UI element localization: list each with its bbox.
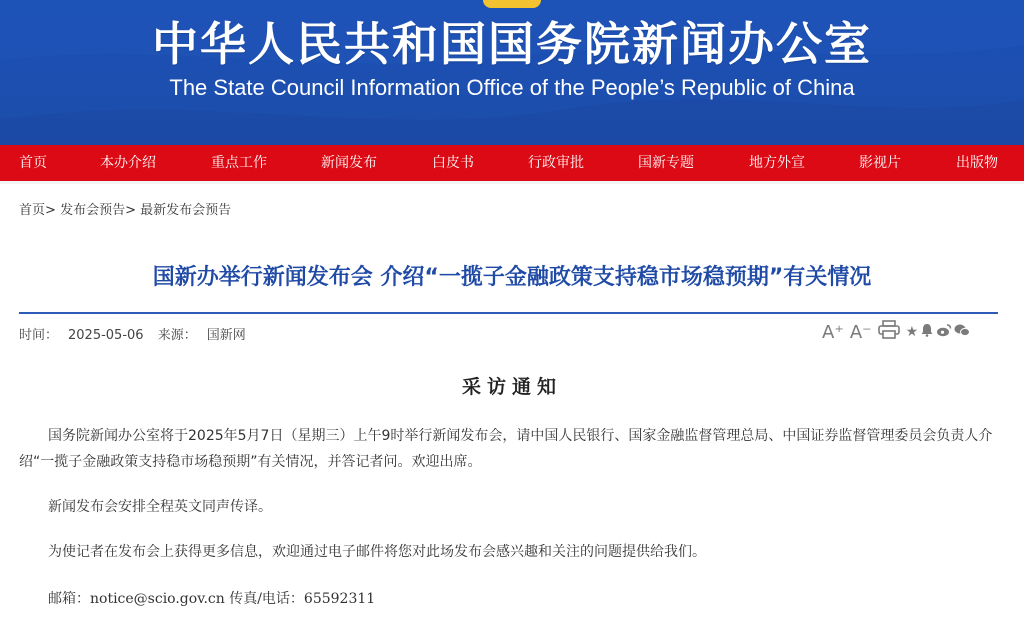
star-icon[interactable]: ★ (905, 324, 919, 340)
bell-icon[interactable] (920, 323, 934, 341)
nav-item-films[interactable]: 影视片 (859, 155, 901, 171)
source-label: 来源： (157, 328, 197, 343)
contact-info: 邮箱：notice@scio.gov.cn 传真/电话：65592311 (48, 591, 376, 607)
article-tools (822, 320, 1000, 344)
site-title-en: The State Council Information Office of the People’s Republic of China (169, 75, 855, 100)
time-value: 2025-05-06 (68, 328, 144, 343)
breadcrumb-sep: > (125, 203, 136, 218)
nav-divider (0, 181, 1024, 184)
banner-top-ornament (483, 0, 541, 8)
breadcrumb-sep: > (45, 203, 56, 218)
article-meta (19, 324, 256, 343)
time-label: 时间： (19, 328, 59, 343)
breadcrumb-press-preview[interactable]: 发布会预告 (60, 203, 126, 218)
nav-item-news-release[interactable]: 新闻发布 (321, 155, 377, 171)
weibo-icon[interactable] (936, 323, 952, 341)
site-title-cn: 中华人民共和国国务院新闻办公室 (152, 17, 872, 71)
article-paragraph: 新闻发布会安排全程英文同声传译。 (48, 499, 272, 515)
wechat-icon[interactable] (954, 323, 970, 341)
nav-item-publications[interactable]: 出版物 (956, 155, 998, 171)
breadcrumb-home[interactable]: 首页 (19, 203, 46, 218)
nav-item-white-papers[interactable]: 白皮书 (432, 155, 474, 171)
nav-item-key-work[interactable]: 重点工作 (211, 155, 267, 171)
nav-item-about[interactable]: 本办介绍 (100, 155, 156, 171)
headline-rule (19, 312, 998, 314)
article-paragraph: 为使记者在发布会上获得更多信息，欢迎通过电子邮件将您对此场发布会感兴趣和关注的问题提供给我们。 (48, 544, 706, 560)
breadcrumb-latest-preview[interactable]: 最新发布会预告 (140, 203, 232, 218)
notice-title: 采访通知 (461, 376, 562, 398)
article-paragraph: 国务院新闻办公室将于2025年5月7日（星期三）上午9时举行新闻发布会，请中国人民银行、国家金融监督管理总局、中国证券监督管理委员会负责人介绍“一揽子金融政策支持稳市场稳预期”有关情况，并答记者问。欢迎出席。 (19, 428, 993, 470)
source-value: 国新网 (206, 328, 246, 343)
article-headline: 国新办举行新闻发布会 介绍“一揽子金融政策支持稳市场稳预期”有关情况 (152, 265, 872, 290)
nav-item-home[interactable]: 首页 (19, 155, 47, 171)
nav-item-admin-approval[interactable]: 行政审批 (528, 155, 584, 171)
font-decrease-button[interactable]: A⁻ (849, 321, 872, 343)
print-icon[interactable] (878, 320, 900, 345)
nav-item-topics[interactable]: 国新专题 (638, 155, 694, 171)
nav-item-local-publicity[interactable]: 地方外宣 (749, 155, 805, 171)
main-nav (0, 145, 1024, 181)
font-increase-button[interactable]: A⁺ (822, 321, 844, 343)
site-banner (0, 0, 1024, 145)
breadcrumb (19, 199, 231, 218)
